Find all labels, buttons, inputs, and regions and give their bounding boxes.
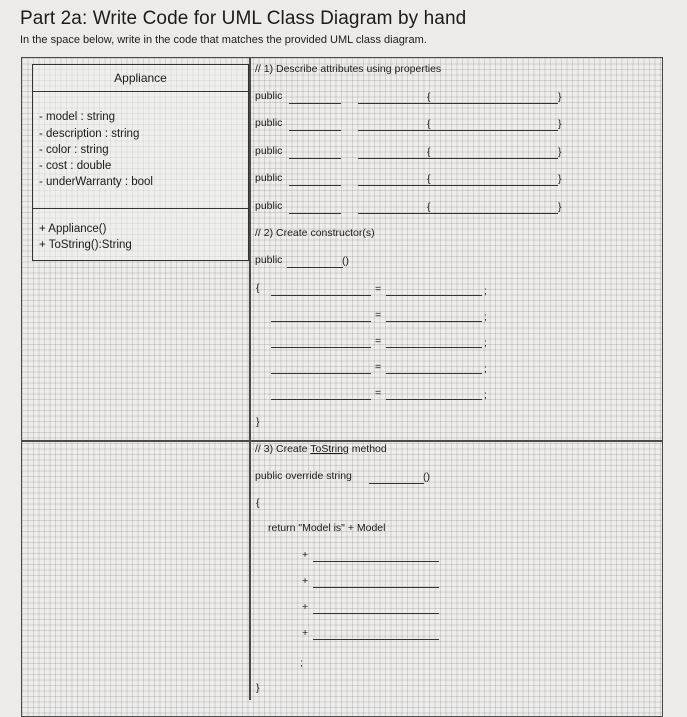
property-type-blank[interactable] <box>289 158 341 159</box>
constructor-parens: () <box>342 255 349 267</box>
property-close-brace: } <box>558 173 562 185</box>
property-name-blank[interactable] <box>358 103 558 104</box>
concat-plus: + <box>302 549 309 561</box>
assign-semicolon: ; <box>484 337 487 349</box>
assign-equals: = <box>375 309 382 321</box>
property-type-blank[interactable] <box>289 185 341 186</box>
constructor-close-brace: } <box>256 416 260 428</box>
assign-semicolon: ; <box>484 311 487 323</box>
uml-method: + ToString():String <box>39 239 132 251</box>
section3-heading-suffix: method <box>348 443 387 455</box>
section1-heading: // 1) Describe attributes using properties <box>255 63 442 75</box>
assign-equals: = <box>375 361 382 373</box>
property-keyword: public <box>255 145 283 157</box>
method-name-blank[interactable] <box>369 483 424 484</box>
instructions: In the space below, write in the code that matches the provided UML class diagram. <box>20 34 427 46</box>
concat-blank[interactable] <box>313 587 439 588</box>
assign-semicolon: ; <box>484 363 487 375</box>
uml-attribute: - underWarranty : bool <box>39 176 153 188</box>
uml-class-box <box>32 64 249 261</box>
concat-plus: + <box>302 627 309 639</box>
method-open-brace: { <box>256 497 260 509</box>
constructor-open-brace: { <box>256 282 260 294</box>
uml-divider <box>33 208 248 209</box>
assign-value-blank[interactable] <box>386 399 482 400</box>
property-open-brace: { <box>427 201 431 213</box>
section3-heading-word: ToString <box>310 443 349 455</box>
column-divider <box>249 57 251 700</box>
assign-value-blank[interactable] <box>386 373 482 374</box>
uml-class-name: Appliance <box>114 71 167 85</box>
property-type-blank[interactable] <box>289 130 341 131</box>
property-type-blank[interactable] <box>289 213 341 214</box>
concat-blank[interactable] <box>313 561 439 562</box>
property-close-brace: } <box>558 201 562 213</box>
assign-equals: = <box>375 387 382 399</box>
assign-semicolon: ; <box>484 285 487 297</box>
page-title: Part 2a: Write Code for UML Class Diagram by hand <box>20 8 467 29</box>
assign-target-blank[interactable] <box>271 321 371 322</box>
uml-attribute: - model : string <box>39 111 116 123</box>
concat-blank[interactable] <box>313 613 439 614</box>
method-signature: public override string <box>255 470 352 482</box>
assign-target-blank[interactable] <box>271 399 371 400</box>
property-keyword: public <box>255 200 283 212</box>
section3-heading <box>255 443 387 455</box>
section2-heading: // 2) Create constructor(s) <box>255 227 375 239</box>
assign-target-blank[interactable] <box>271 373 371 374</box>
property-keyword: public <box>255 90 283 102</box>
uml-method: + Appliance() <box>39 223 107 235</box>
property-close-brace: } <box>558 146 562 158</box>
property-keyword: public <box>255 117 283 129</box>
property-keyword: public <box>255 172 283 184</box>
assign-equals: = <box>375 283 382 295</box>
method-parens: () <box>423 471 430 483</box>
assign-value-blank[interactable] <box>386 295 482 296</box>
assign-semicolon: ; <box>484 389 487 401</box>
property-open-brace: { <box>427 91 431 103</box>
assign-value-blank[interactable] <box>386 321 482 322</box>
concat-plus: + <box>302 575 309 587</box>
property-open-brace: { <box>427 118 431 130</box>
property-close-brace: } <box>558 118 562 130</box>
property-name-blank[interactable] <box>358 158 558 159</box>
section-divider <box>21 440 663 442</box>
uml-attribute: - description : string <box>39 128 140 140</box>
assign-equals: = <box>375 335 382 347</box>
assign-target-blank[interactable] <box>271 347 371 348</box>
assign-target-blank[interactable] <box>271 295 371 296</box>
uml-attribute: - cost : double <box>39 160 112 172</box>
property-name-blank[interactable] <box>358 213 558 214</box>
property-close-brace: } <box>558 91 562 103</box>
property-type-blank[interactable] <box>289 103 341 104</box>
concat-blank[interactable] <box>313 639 439 640</box>
return-semicolon: ; <box>300 657 303 669</box>
property-open-brace: { <box>427 146 431 158</box>
uml-attribute: - color : string <box>39 144 109 156</box>
property-open-brace: { <box>427 173 431 185</box>
section3-heading-prefix: // 3) Create <box>255 443 311 455</box>
property-name-blank[interactable] <box>358 130 558 131</box>
property-name-blank[interactable] <box>358 185 558 186</box>
return-statement: return "Model is" + Model <box>268 522 386 534</box>
uml-divider <box>33 91 248 92</box>
method-close-brace: } <box>256 682 260 694</box>
constructor-keyword: public <box>255 254 283 266</box>
constructor-name-blank[interactable] <box>287 267 343 268</box>
concat-plus: + <box>302 601 309 613</box>
assign-value-blank[interactable] <box>386 347 482 348</box>
